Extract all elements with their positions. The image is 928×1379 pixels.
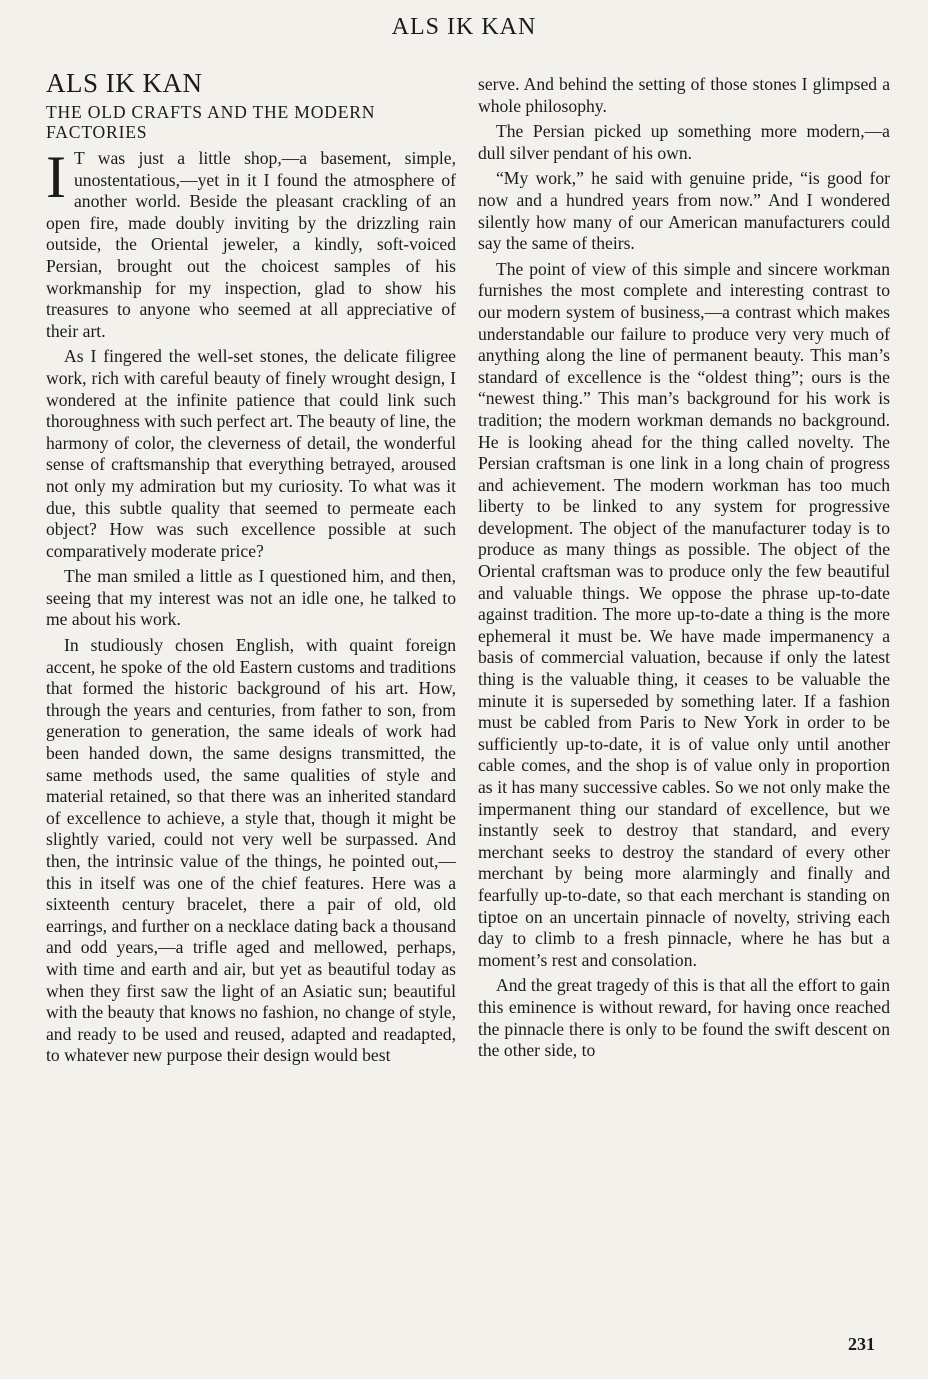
page-number: 231	[848, 1334, 875, 1354]
right-column	[478, 74, 890, 1066]
paragraph-5: The Persian picked up something more modern,—a dull silver pendant of his own.	[478, 121, 890, 163]
left-column	[46, 68, 456, 1071]
paragraph-continuation: serve. And behind the setting of those stones I glimpsed a whole philosophy.	[478, 74, 890, 116]
paragraph-3: The man smiled a little as I questioned him, and then, seeing that my interest was not an idle one, he talked to me about his work.	[46, 566, 456, 630]
article-title: ALS IK KAN	[46, 68, 203, 98]
paragraph-4: In studiously chosen English, with quaint foreign accent, he spoke of the old Eastern customs and traditions that formed the historic background of his art. How, through the years and centuries, from father to son, from generation to generation, the same ideals of work had been handed down, the same designs transmitted, the same methods used, the same qualities of style and material retained, so that there was an inherited standard of excellence to achieve, a style that, though it might be slightly varied, could not very well be surpassed. And then, the intrinsic value of the things, he pointed out,—this in itself was one of the chief features. Here was a sixteenth century bracelet, there a pair of old, old earrings, and further on a necklace dating back a thousand and odd years,—a trifle aged and mellowed, perhaps, with time and earth and air, but yet as beautiful today as when they first saw the light of an Asiatic sun; beautiful with the beauty that knows no fashion, no change of style, and ready to be used and reused, adapted and readapted, to whatever new purpose their design would best	[46, 635, 456, 1066]
running-head: ALS IK KAN	[391, 14, 537, 40]
paragraph-7: The point of view of this simple and sincere workman furnishes the most complete and interesting contrast to our modern system of business,—a contrast which makes understandable our failure to produce very very much of anything along the line of permanent beauty. This man’s standard of excellence is the “oldest thing”; ours is the “newest thing.” This man’s background for his work is tradition; the modern workman demands no background. He is looking ahead for the thing called novelty. The Persian craftsman is one link in a long chain of progress and achievement. The modern workman has too much liberty to be linked to any system for progressive development. The object of the manufacturer today is to produce as many things as possible. The object of the Oriental craftsman was to produce only the few beautiful and valuable things. We oppose the phrase up-to-date against tradition. The more up-to-date a thing is the more ephemeral it must be. We have made impermanency a basis of commercial valuation, because if only the latest thing is the valuable thing, it ceases to be valuable the minute it is superseded by something later. If a fashion must be cabled from Paris to New York in order to be sufficiently up-to-date, it is of value only until another cable comes, and the shop is of value only in proportion as it has many successive cables. So we not only make the impermanent thing our standard of excellence, but we instantly seek to destroy that standard, and every merchant seeks to destroy the standard of every other merchant by being more alarmingly and finally and fearfully up-to-date, so that each merchant is standing on tiptoe on an uncertain pinnacle of novelty, striving each day to climb to a fresh pinnacle, where he has but a moment’s rest and consolation.	[478, 258, 890, 970]
paragraph-1	[46, 144, 456, 342]
article-subtitle: THE OLD CRAFTS AND THE MODERN FACTORIES	[46, 102, 376, 142]
paragraph-1-text: T was just a little shop,—a basement, simple, unostentatious,—yet in it I found the atmosphere of another world. Beside the pleasant crackling of an open fire, made doubly inviting by the drizzling rain outside, the Oriental jeweler, a kindly, soft-voiced Persian, brought out the choicest samples of his workmanship for my inspection, glad to show his treasures to anyone who seemed at all appreciative of their art.	[46, 148, 456, 341]
drop-cap: I	[46, 144, 66, 210]
paragraph-2: As I fingered the well-set stones, the delicate filigree work, rich with careful beauty of finely wrought design, I wondered at the infinite patience that could link such thoroughness with such perfect art. The beauty of line, the harmony of color, the cleverness of detail, the wonderful sense of craftsmanship that everything betrayed, aroused not only my admiration but my curiosity. To what was it due, this subtle quality that seemed to permeate each object? How was such excellence possible at such comparatively moderate price?	[46, 346, 456, 561]
paragraph-8: And the great tragedy of this is that all the effort to gain this eminence is without reward, for having once reached the pinnacle there is only to be found the swift descent on the other side, to	[478, 975, 890, 1061]
paragraph-6: “My work,” he said with genuine pride, “is good for now and a hundred years from now.” And I wondered silently how many of our American manufacturers could say the same of theirs.	[478, 168, 890, 254]
